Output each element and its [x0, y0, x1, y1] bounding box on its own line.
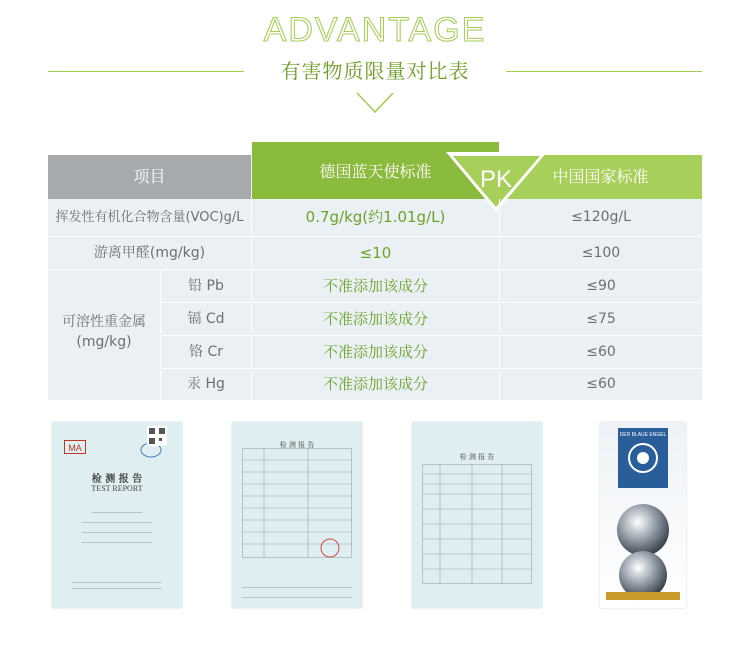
china-value-lead: ≤90 — [586, 278, 616, 294]
china-value-cadmium: ≤75 — [586, 311, 616, 327]
chevron-down-icon — [356, 92, 394, 114]
certificate-test-report-2[interactable] — [232, 422, 362, 608]
subtitle-row — [48, 56, 702, 86]
certificate-gallery — [0, 418, 750, 608]
svg-text:MA: MA — [68, 443, 82, 453]
column-header-item: 项目 — [48, 155, 251, 199]
ma-logo-icon — [64, 440, 86, 454]
cert-title: 检 测 报 告 — [91, 474, 143, 485]
heavy-metals-label: 可溶性重金属 — [62, 314, 146, 330]
metal-name-mercury: 汞 Hg — [187, 376, 225, 392]
column-header-germany: 德国蓝天使标准 — [252, 142, 499, 199]
heavy-metals-unit: (mg/kg) — [76, 334, 132, 350]
china-value-chromium: ≤60 — [586, 344, 616, 360]
certificate-test-report-1[interactable] — [52, 422, 182, 608]
svg-text:DER BLAUE ENGEL: DER BLAUE ENGEL — [619, 432, 667, 438]
blue-angel-logo-icon — [618, 428, 668, 488]
china-value-formaldehyde: ≤100 — [581, 245, 621, 261]
germany-value-chromium: 不准添加该成分 — [322, 343, 428, 361]
metal-name-cadmium: 镉 Cd — [187, 311, 225, 327]
advantage-title: ADVANTAGE — [263, 11, 487, 49]
cert-subtitle: TEST REPORT — [91, 484, 143, 493]
trophy-sphere-icon — [606, 500, 680, 600]
germany-value-voc: 0.7g/kg(约1.01g/L) — [305, 208, 446, 226]
column-header-china: 中国国家标准 — [499, 155, 702, 199]
metal-name-chromium: 铬 Cr — [189, 344, 223, 360]
pk-label: PK — [479, 166, 513, 193]
row-label-heavy-metals — [48, 312, 160, 352]
report-table-icon — [422, 464, 532, 584]
subtitle-line-right — [506, 71, 702, 72]
china-value-voc: ≤120g/L — [571, 209, 631, 225]
comparison-table — [48, 142, 702, 400]
china-value-mercury: ≤60 — [586, 376, 616, 392]
qr-code-icon — [147, 426, 167, 446]
germany-value-cadmium: 不准添加该成分 — [322, 310, 428, 328]
germany-value-mercury: 不准添加该成分 — [322, 375, 428, 393]
metal-name-lead: 铅 Pb — [188, 278, 224, 294]
row-label-formaldehyde: 游离甲醛(mg/kg) — [93, 245, 206, 261]
report-table-icon — [242, 448, 352, 558]
cert-title: 检 测 报 告 — [279, 441, 315, 449]
cert-title: 检 测 报 告 — [459, 453, 495, 461]
row-label-voc: 挥发性有机化合物含量(VOC)g/L — [55, 210, 244, 225]
section-subtitle: 有害物质限量对比表 — [280, 59, 470, 83]
certificate-test-report-3[interactable] — [412, 422, 542, 608]
germany-value-formaldehyde: ≤10 — [359, 244, 392, 262]
germany-value-lead: 不准添加该成分 — [322, 277, 428, 295]
blue-angel-award[interactable] — [600, 422, 686, 608]
